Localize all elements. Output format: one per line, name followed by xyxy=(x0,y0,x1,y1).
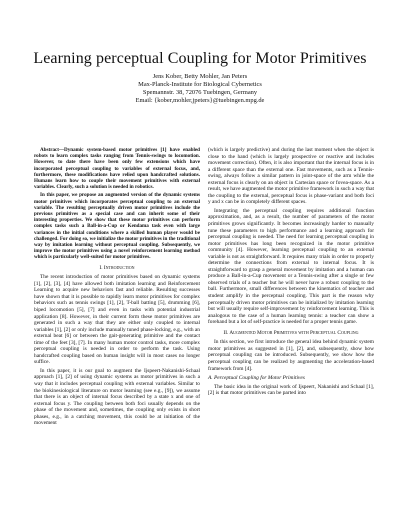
abstract xyxy=(34,147,200,261)
right-column xyxy=(208,147,374,399)
intro-paragraph-3: (which is largely predictive) and during the last moment when the object is close to the hand (which is largely prospective or reactive and includes movement correction). Often, it is also important that the internal focus is in a different space than the external one. Fast movements, such as a Tennis-swing, always follow a similar pattern in joint-space of the arm while the external focus is clearly on an object in Cartesian space or fovea-space. As a result, we have augmented the motor primitive framework in such a way that the coupling to the external, perceptual focus is phase-variant and both foci y and x can be in completely different spaces. xyxy=(208,147,375,206)
author-email: Email: {kober,mohler,jpeters}@tuebingen.mpg.de xyxy=(135,97,265,104)
section-heading-introduction: I. Introduction xyxy=(99,264,135,271)
paper-title: Learning perceptual Coupling for Motor Primitives xyxy=(33,50,367,67)
author-names: Jens Kober, Betty Mohler, Jan Peters xyxy=(152,73,248,80)
author-institute: Max-Planck-Institute for Biological Cybernetics xyxy=(138,81,262,88)
left-column xyxy=(34,147,200,429)
author-address: Spemannstr. 38, 72076 Tuebingen, Germany xyxy=(142,89,258,96)
abstract-paragraph-1: Abstract—Dynamic system-based motor primitives [1] have enabled robots to learn complex tasks ranging from Tennis-swings to locomotion. However, to date there have been only few extensions which have incorporated perceptual coupling to variables of external focus, and, furthermore, these modifications have relied upon handcrafted solutions. Humans learn how to couple their movement primitives with external variables. Clearly, such a solution is needed in robotics. xyxy=(34,147,200,191)
intro-paragraph-4: Integrating the perceptual coupling requires additional function approximation, and, as a result, the number of parameters of the motor primitives grows significantly. It becomes increasingly harder to manually tune these parameters to high performance and a learning approach for perceptual coupling is needed. The need for learning perceptual coupling in motor primitives has long been recognized in the motor primitive community [4]. However, learning perceptual coupling to an external variable is not as straightforward. It requires many trials in order to properly determine the connections from external to internal focus. It is straightforward to grasp a general movement by imitation and a human can produce a Ball-in-a-Cup movement or a Tennis-swing after a single or few observed trials of a teacher but he will never have a robust coupling to the ball. Furthermore, small differences between the kinematics of teacher and student amplify in the perceptual coupling. This part is the reason why perceptually driven motor primitives can be initialized by imitation learning but will usually require self-improvement by reinforcement learning. This is analogous to the case of a human learning tennis: a teacher can show a forehand but a lot of self-practice is needed for a proper tennis game. xyxy=(208,207,374,326)
section2-paragraph-1: In this section, we first introduce the general idea behind dynamic system motor primitives as suggested in [1], [2], and, subsequently, show how perceptual coupling can be introduced. Subsequently, we show how the perceptual coupling can be realized by augmenting the acceleration-based framework from [4]. xyxy=(208,339,374,372)
author-block xyxy=(0,73,400,105)
subsection-heading: A. Perceptual Coupling for Motor Primitives xyxy=(208,375,305,382)
abstract-paragraph-2: In this paper, we propose an augmented version of the dynamic systems motor primitives which incorporates perceptual coupling to an external variable. The resulting perceptually driven motor primitives include the previous primitives as a special case and can inherit some of their interesting properties. We show that these motor primitives can perform complex tasks such a Ball-in-a-Cup or Kendama task even with large variances in the initial conditions where a skilled human player would be challenged. For doing so, we initialize the motor primitives in the traditional way by imitation learning without perceptual coupling. Subsequently, we improve the motor primitives using a novel reinforcement learning method which is particularly well-suited for motor primitives. xyxy=(34,192,200,261)
section2-paragraph-2: The basic idea in the original work of Ijspeert, Nakanishi and Schaal [1], [2] is that motor primitives can be parted into xyxy=(208,383,374,397)
intro-paragraph-2: In this paper, it is our goal to augment the Ijspeert-Nakanishi-Schaal approach [1], [2] of using dynamic systems as motor primitives in such a way that it includes perceptual coupling with external variables. Similar to the biokinesiological literature on motor learning (see e.g., [9]), we assume that there is an object of internal focus described by a state x and one of external focus y. The coupling between both foci usually depends on the phase of the movement and, sometimes, the coupling only exists in short phases, e.g., in a catching movement, this could be at initiation of the movement xyxy=(34,367,200,427)
section-heading-augmented: II. Augmented Motor Primitives with Perceptual Coupling xyxy=(223,329,359,336)
intro-paragraph-1: The recent introduction of motor primitives based on dynamic systems [1], [2], [3], [4] have allowed both imitation learning and Reinforcement Learning to acquire new behaviors fast and reliable. Resulting successes have shown that it is possible to rapidly learn motor primitives for complex behaviors such as tennis swings [1], [2], T-ball batting [5], drumming [6], biped locomotion [5], [7] and even in tasks with potential industrial application [8]. However, in their current form these motor primitives are generated in such a way that they are either only coupled to internal variables [1], [2] or only include manually tuned phase-locking, e.g., with an external beat [6] or between the gait-generating primitive and the contact time of the feet [3], [7]. In many human motor control tasks, more complex perceptual coupling is needed in order to perform the task. Using handcrafted coupling based on human insight will in most cases no longer suffice. xyxy=(34,274,200,366)
